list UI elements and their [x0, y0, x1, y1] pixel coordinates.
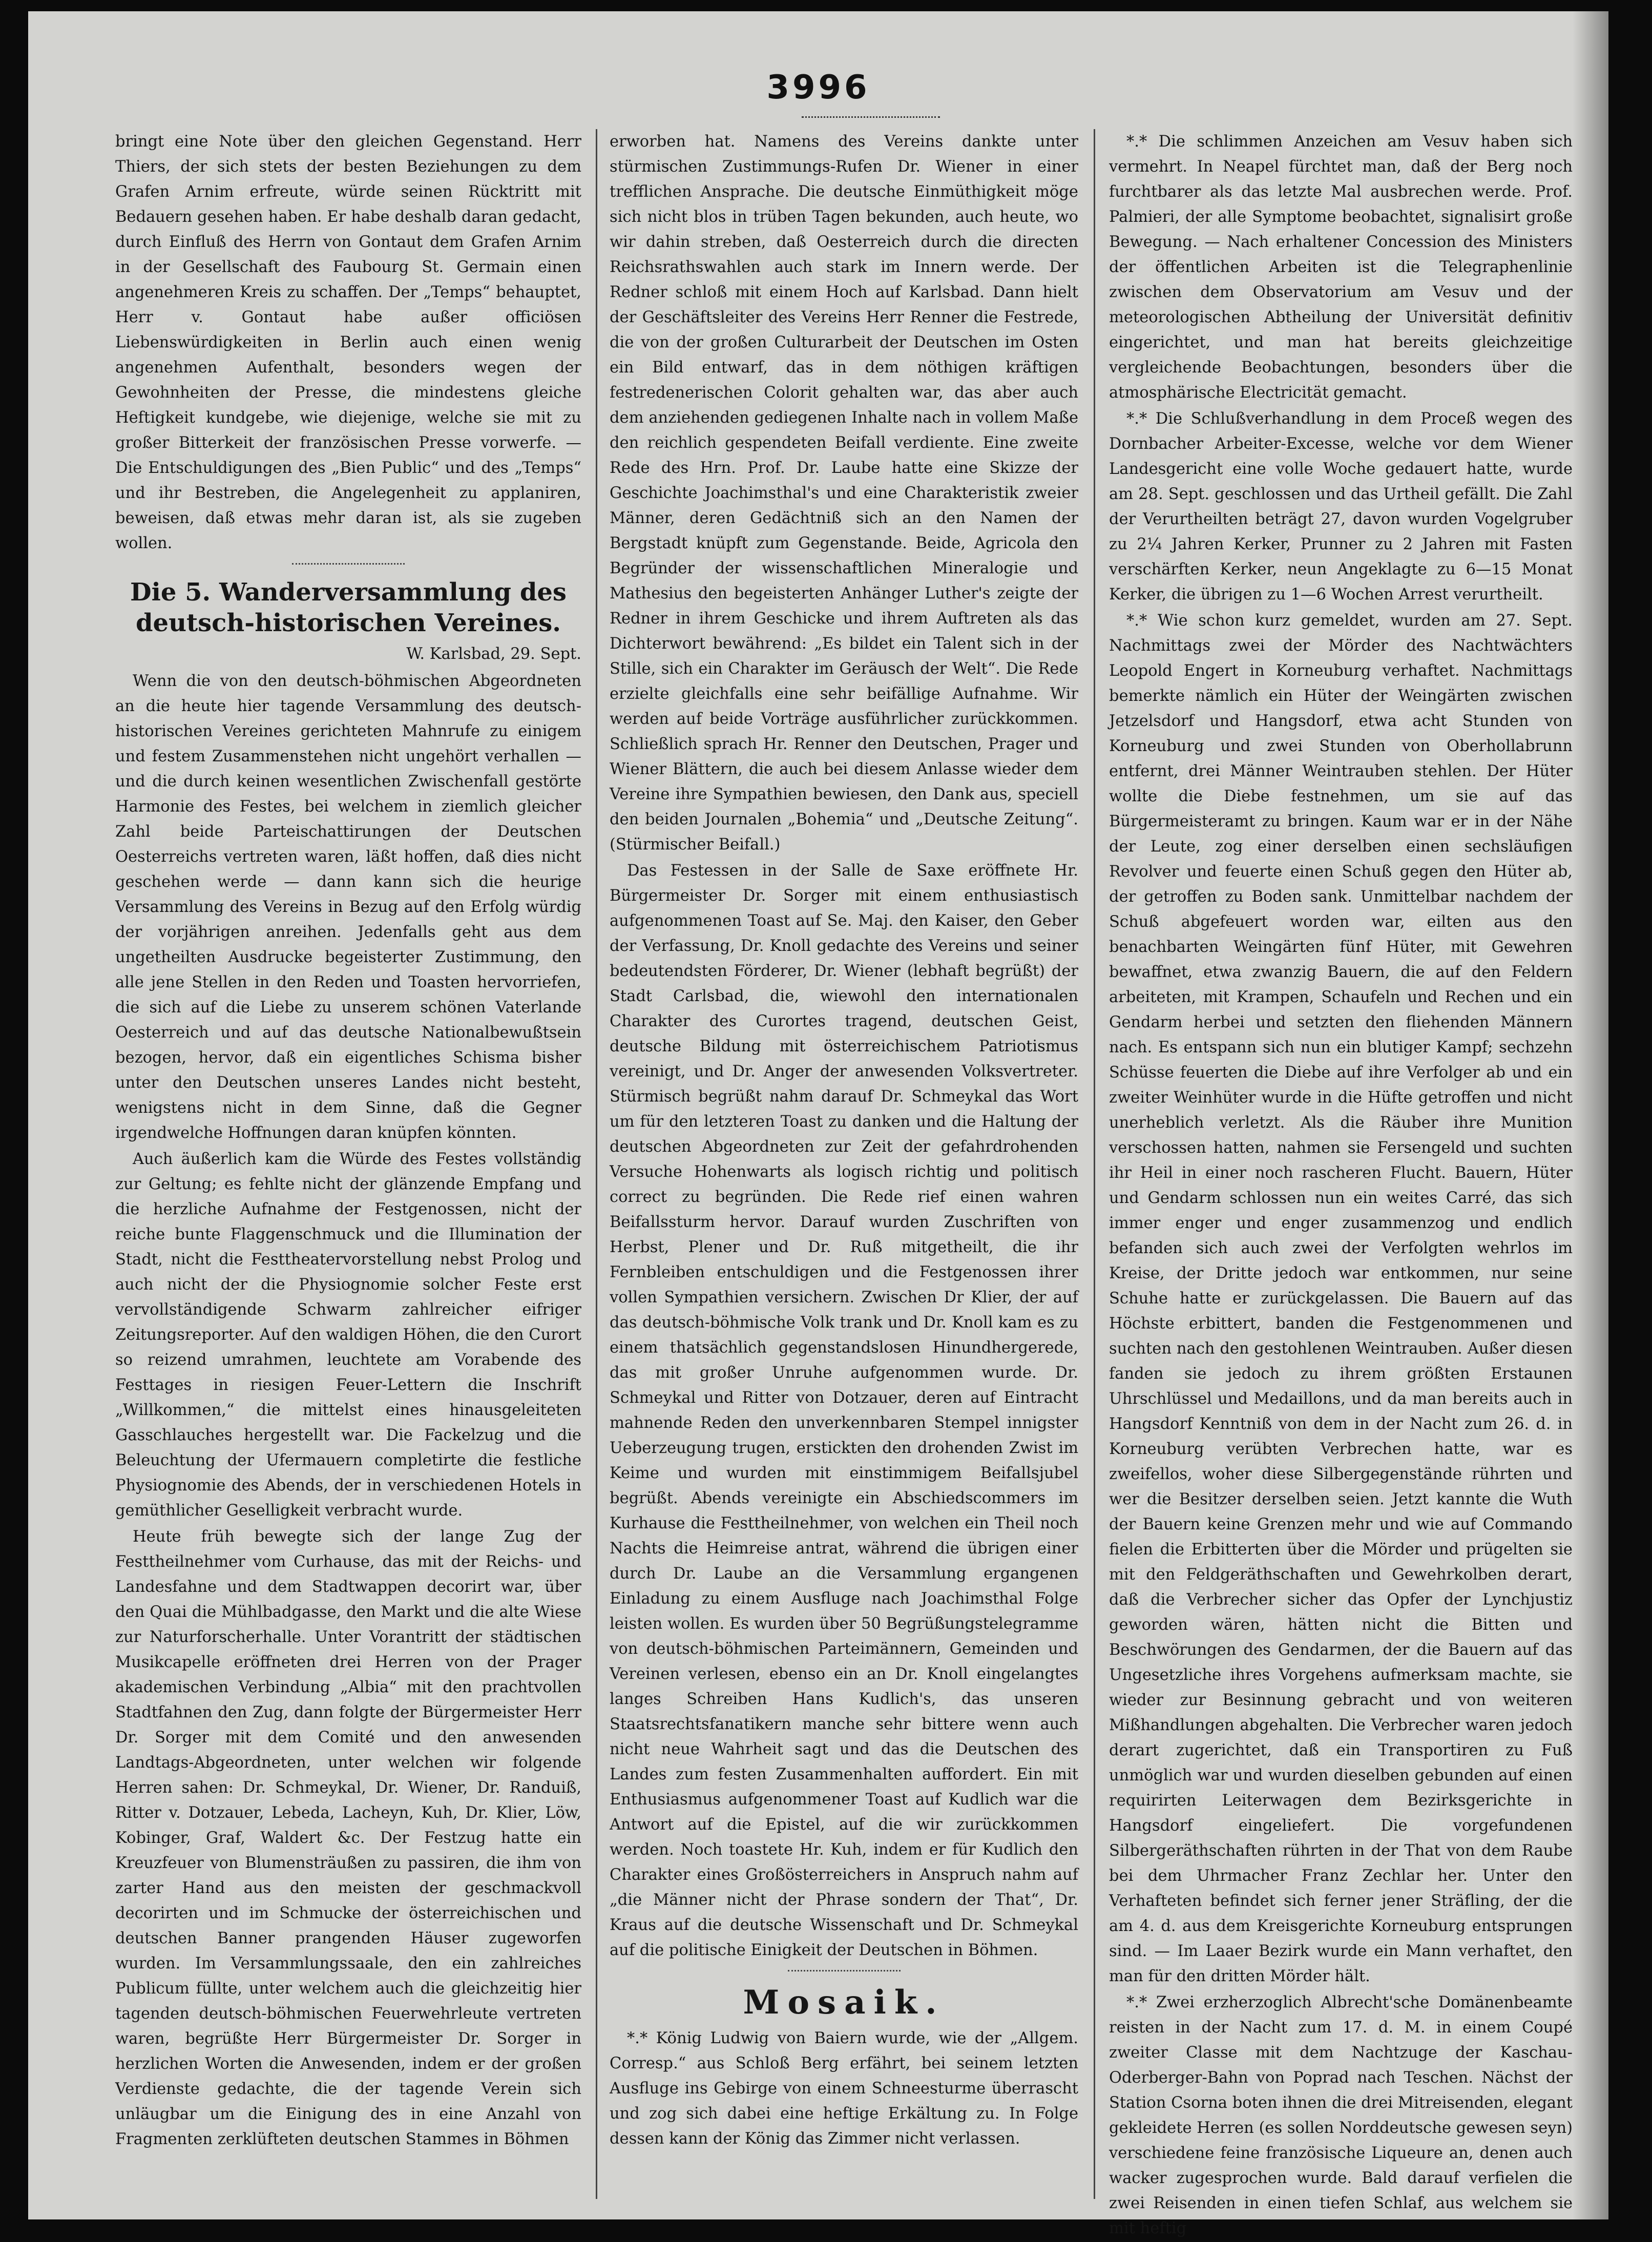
- news-item: *.* Die Schlußverhandlung in dem Proceß wegen des Dornbacher Arbeiter-Excesse, welche vor dem Wiener Landesgericht eine volle Woche gedauert hatte, wurde am 28. Sept. geschlossen und das Urtheil gefällt. Die Zahl der Verurtheilten beträgt 27, davon wurden Vogelgruber zu 2¼ Jahren Kerker, Prunner zu 2 Jahren mit Fasten verschärften Kerker, neun Angeklagte zu 6—15 Monat Kerker, die übrigen zu 1—6 Wochen Arrest verurtheilt.: [1109, 410, 1573, 604]
- column-rule: [596, 129, 597, 2199]
- page-edge-shadow: [1573, 11, 1608, 2219]
- news-item: *.* Wie schon kurz gemeldet, wurden am 27. Sept. Nachmittags zwei der Mörder des Nachtwächters Leopold Engert in Korneuburg verhaftet. Nachmittags bemerkte nämlich ein Hüter der Weingärten zwischen Jetzelsdorf und Hangsdorf, etwa acht Stunden von Korneuburg und zwei Stunden von Oberhollabrunn entfernt, drei Männer Weintrauben stehlen. Der Hüter wollte die Diebe festnehmen, um sie auf das Bürgermeisteramt zu bringen. Kaum war er in der Nähe der Leute, zog einer derselben einen sechsläufigen Revolver und feuerte einen Schuß gegen den Hüter ab, der getroffen zu Boden sank. Unmittelbar nachdem der Schuß abgefeuert worden war, eilten aus den benachbarten Weingärten fünf Hüter, mit Gewehren bewaffnet, etwa zwanzig Bauern, die auf den Feldern arbeiteten, mit Krampen, Schaufeln und Rechen und ein Gendarm herbei und setzten den fliehenden Männern nach. Es entspann sich nun ein blutiger Kampf; sechzehn Schüsse feuerten die Diebe auf ihre Verfolger ab und ein zweiter Weinhüter wurde in die Hüfte getroffen und nicht unerheblich verletzt. Als die Räuber ihre Munition verschossen hatten, nahmen sie Fersengeld und suchten ihr Heil in einer noch rascheren Flucht. Bauern, Hüter und Gendarm schlossen nun ein weites Carré, das sich immer enger und enger zusammenzog und endlich befanden sich auch zwei der Verfolgten wehrlos im Kreise, der Dritte jedoch war entkommen, nur seine Schuhe hatte er zurückgelassen. Die Bauern auf das Höchste erbittert, banden die Festgenommenen und suchten nach den gestohlenen Weintrauben. Außer diesen fanden sie jedoch zu ihrem größten Erstaunen Uhrschlüssel und Medaillons, und da man bereits auch in Hangsdorf Kenntniß von dem in der Nacht zum 26. d. in Korneuburg verübten Verbrechen hatte, war es zweifellos, woher diese Silbergegenstände rührten und wer die Besitzer derselben seien. Jetzt kannte die Wuth der Bauern keine Grenzen mehr und wie auf Commando fielen die Erbitterten über die Mörder und prügelten sie mit den Feldgeräthschaften und Gewehrkolben derart, daß die Verbrecher sicher das Opfer der Lynchjustiz geworden wären, hätten nicht die Bitten und Beschwörungen des Gendarmen, der die Bauern auf das Ungesetzliche ihres Vorgehens aufmerksam machte, sie wieder zur Besinnung gebracht und von weiteren Mißhandlungen abgehalten. Die Verbrecher waren jedoch derart zugerichtet, daß ein Transportiren zu Fuß unmöglich war und wurden dieselben gebunden auf einen requirirten Leiterwagen dem Bezirksgerichte in Hangsdorf eingeliefert. Die vorgefundenen Silbergeräthschaften rührten in der That von dem Raube bei dem Uhrmacher Franz Zechlar her. Unter den Verhafteten befindet sich ferner jener Sträfling, der die am 4. d. aus dem Kreisgerichte Korneuburg entsprungen sind. — Im Laaer Bezirk wurde ein Mann verhaftet, den man für den dritten Mörder hält.: [1109, 612, 1573, 1985]
- article-paragraph: erworben hat. Namens des Vereins dankte unter stürmischen Zustimmungs-Rufen Dr. Wiener in einer trefflichen Ansprache. Die deutsche Einmüthigkeit möge sich nicht blos in trüben Tagen bekunden, auch heute, wo wir dahin streben, daß Oesterreich durch die directen Reichsrathswahlen auch stark im Innern werde. Der Redner schloß mit einem Hoch auf Karlsbad. Dann hielt der Geschäftsleiter des Vereins Herr Renner die Festrede, die von der großen Culturarbeit der Deutschen im Osten ein Bild entwarf, das in dem nöthigen kräftigen festredenerischen Colorit gehalten war, das aber auch dem anziehenden gediegenen Inhalte nach in vollem Maße den reichlich gespendeten Beifall verdiente. Eine zweite Rede des Hrn. Prof. Dr. Laube hatte eine Skizze der Geschichte Joachimsthal's und eine Charakteristik zweier Männer, deren Gedächtniß sich an den Namen der Bergstadt knüpft zum Gegenstande. Beide, Agricola den Begründer der wissenschaftlichen Mineralogie und Mathesius den begeisterten Anhänger Luther's zeigte der Redner in ihrem Geschicke und ihrem Auftreten als das Dichterwort bewährend: „Es bildet ein Talent sich in der Stille, sich ein Charakter im Geräusch der Welt“. Die Rede erzielte gleichfalls eine sehr beifällige Aufnahme. Wir werden auf beide Vorträge ausführlicher zurückkommen. Schließlich sprach Hr. Renner den Deutschen, Prager und Wiener Blättern, die auch bei diesem Anlasse wieder dem Vereine ihre Sympathien bewiesen, den Dank aus, speciell den beiden Journalen „Bohemia“ und „Deutsche Zeitung“. (Stürmischer Beifall.): [610, 133, 1078, 854]
- column-rule: [1094, 129, 1095, 2199]
- news-item: *.* Zwei erzherzoglich Albrecht'sche Domänenbeamte reisten in der Nacht zum 17. d. M. in einem Coupé zweiter Classe mit dem Nachtzuge der Kaschau-Oderberger-Bahn von Poprad nach Teschen. Nächst der Station Csorna boten ihnen die drei Mitreisenden, elegant gekleidete Herren (es sollen Norddeutsche gewesen seyn) verschiedene feine französische Liqueure an, denen auch wacker zugesprochen wurde. Bald darauf verfielen die zwei Reisenden in einen tiefen Schlaf, aus welchem sie mit heftig: [1109, 1994, 1573, 2237]
- article-paragraph: bringt eine Note über den gleichen Gegenstand. Herr Thiers, der sich stets der besten Beziehungen zu dem Grafen Arnim erfreute, würde seinen Rücktritt mit Bedauern gesehen haben. Er habe deshalb daran gedacht, durch Einfluß des Herrn von Gontaut dem Grafen Arnim in der Gesellschaft des Faubourg St. Germain einen angenehmeren Kreis zu schaffen. Der „Temps“ behauptet, Herr v. Gontaut habe außer officiösen Liebenswürdigkeiten in Berlin auch einen wenig angenehmen Aufenthalt, besonders wegen der Gewohnheiten der Presse, die mindestens gleiche Heftigkeit kundgebe, wie diejenige, welche sie mit zu großer Bitterkeit der französischen Presse vorwerfe. — Die Entschuldigungen des „Bien Public“ und des „Temps“ und ihr Bestreben, die Angelegenheit zu applaniren, beweisen, daß etwas mehr daran ist, als sie zugeben wollen.: [115, 133, 581, 552]
- article-paragraph: Wenn die von den deutsch-böhmischen Abgeordneten an die heute hier tagende Versammlung des deutsch-historischen Vereines gerichteten Mahnrufe zu einigem und festem Zusammenstehen nicht ungehört verhallen — und die durch keinen wesentlichen Zwischenfall gestörte Harmonie des Festes, bei welchem in ziemlich gleicher Zahl beide Parteischattirungen der Deutschen Oesterreichs vertreten waren, läßt hoffen, daß dies nicht geschehen werde — dann kann sich die heurige Versammlung des Vereins in Bezug auf den Erfolg würdig der vorjährigen anreihen. Jedenfalls geht aus dem ungetheilten Ausdrucke begeisterter Zustimmung, den alle jene Stellen in den Reden und Toasten hervorriefen, die sich auf die Liebe zu unserem schönen Vaterlande Oesterreich und auf das deutsche Nationalbewußtsein bezogen, hervor, daß ein eigentliches Schisma bisher unter den Deutschen unseres Landes nicht besteht, wenigstens nicht in dem Sinne, daß die Gegner irgendwelche Hoffnungen daran knüpfen könnten.: [115, 672, 581, 1142]
- column-right: [1109, 129, 1573, 2242]
- news-item: *.* König Ludwig von Baiern wurde, wie der „Allgem. Corresp.“ aus Schloß Berg erfährt, bei seinem letzten Ausfluge ins Gebirge von einem Schneesturme überrascht und zog sich dabei eine heftige Erkältung zu. In Folge dessen kann der König das Zimmer nicht verlassen.: [610, 2029, 1078, 2148]
- newspaper-page: [28, 11, 1608, 2237]
- article-separator: [292, 563, 405, 570]
- page-number: 3996: [766, 69, 870, 107]
- news-item: *.* Die schlimmen Anzeichen am Vesuv haben sich vermehrt. In Neapel fürchtet man, daß der Berg noch furchtbarer als das letzte Mal ausbrechen werde. Prof. Palmieri, der alle Symptome beobachtet, signalisirt große Bewegung. — Nach erhaltener Concession des Ministers der öffentlichen Arbeiten ist die Telegraphenlinie zwischen dem Observatorium am Vesuv und der meteorologischen Abtheilung der Universität definitiv eingerichtet, und man hat bereits gleichzeitige vergleichende Beobachtungen, besonders über die atmosphärische Electricität gemacht.: [1109, 133, 1573, 402]
- article-paragraph: Das Festessen in der Salle de Saxe eröffnete Hr. Bürgermeister Dr. Sorger mit einem enthusiastisch aufgenommenen Toast auf Se. Maj. den Kaiser, den Geber der Verfassung, Dr. Knoll gedachte des Vereins und seiner bedeutendsten Förderer, Dr. Wiener (lebhaft begrüßt) der Stadt Carlsbad, die, wiewohl den internationalen Charakter des Curortes tragend, deutschen Geist, deutsche Bildung mit österreichischem Patriotismus vereinigt, und Dr. Anger der anwesenden Volksvertreter. Stürmisch begrüßt nahm darauf Dr. Schmeykal das Wort um für den letzteren Toast zu danken und die Haltung der deutschen Abgeordneten zur Zeit der gefahrdrohenden Versuche Hohenwarts als logisch richtig und politisch correct zu begründen. Die Rede rief einen wahren Beifallssturm hervor. Darauf wurden Zuschriften von Herbst, Plener und Dr. Ruß mitgetheilt, die ihr Fernbleiben entschuldigen und die Festgenossen ihrer vollen Sympathien versichern. Zwischen Dr Klier, der auf das deutsch-böhmische Volk trank und Dr. Knoll kam es zu einem thatsächlich gegenstandslosen Hinundhergerede, das mit großer Unruhe aufgenommen wurde. Dr. Schmeykal und Ritter von Dotzauer, deren auf Eintracht mahnende Reden den unverkennbaren Stempel innigster Ueberzeugung trugen, erstickten den drohenden Zwist im Keime und wurden mit einstimmigem Beifallsjubel begrüßt. Abends vereinigte ein Abschiedscommers im Kurhause die Festtheilnehmer, von welchen ein Theil noch Nachts die Heimreise antrat, während die übrigen einer durch Dr. Laube an die Versammlung ergangenen Einladung zu einem Ausfluge nach Joachimsthal Folge leisten wollen. Es wurden über 50 Begrüßungstelegramme von deutsch-böhmischen Parteimännern, Gemeinden und Vereinen verlesen, ebenso ein an Dr. Knoll eingelangtes langes Schreiben Hans Kudlich's, das unseren Staatsrechtsfanatikern manche sehr bittere wenn auch nicht neue Wahrheit sagt und das die Deutschen des Landes zum festen Zusammenhalten auffordert. Ein mit Enthusiasmus aufgenommener Toast auf Kudlich war die Antwort auf die Epistel, auf die wir zurückkommen werden. Noch toastete Hr. Kuh, indem er für Kudlich den Charakter eines Großösterreichers in Anspruch nahm auf „die Männer nicht der Phrase sondern der That“, Dr. Kraus auf die deutsche Wissenschaft und Dr. Schmeykal auf die politische Einigkeit der Deutschen in Böhmen.: [610, 862, 1078, 1959]
- article-heading: Die 5. Wanderversammlung des deutsch-historischen Vereines.: [130, 578, 567, 637]
- section-title-mosaik: Mosaik.: [743, 1983, 945, 2022]
- article-paragraph: Heute früh bewegte sich der lange Zug der Festtheilnehmer vom Curhause, das mit der Reichs- und Landesfahne und dem Stadtwappen decorirt war, über den Quai die Mühlbadgasse, den Markt und die alte Wiese zur Naturforscherhalle. Unter Vorantritt der städtischen Musikcapelle eröffneten drei Herren von der Prager akademischen Verbindung „Albia“ mit den prachtvollen Stadtfahnen den Zug, dann folgte der Bürgermeister Herr Dr. Sorger mit dem Comité und den anwesenden Landtags-Abgeordneten, unter welchen wir folgende Herren sahen: Dr. Schmeykal, Dr. Wiener, Dr. Randuiß, Ritter v. Dotzauer, Lebeda, Lacheyn, Kuh, Dr. Klier, Löw, Kobinger, Graf, Waldert &c. Der Festzug hatte ein Kreuzfeuer von Blumensträußen zu passiren, die ihm von zarter Hand aus den meisten der geschmackvoll decorirten und im Schmucke der österreichischen und deutschen Banner prangenden Häuser zugeworfen wurden. Im Versammlungssaale, den ein zahlreiches Publicum füllte, unter welchem auch die gleichzeitig hier tagenden deutsch-böhmischen Feuerwehrleute vertreten waren, begrüßte Herr Bürgermeister Dr. Sorger in herzlichen Worten die Anwesenden, indem er der großen Verdienste gedachte, die der tagende Verein sich unläugbar um die Einigung des in eine Anzahl von Fragmenten zerklüfteten deutschen Stammes in Böhmen: [115, 1528, 581, 2148]
- article-paragraph: Auch äußerlich kam die Würde des Festes vollständig zur Geltung; es fehlte nicht der glänzende Empfang und die herzliche Aufnahme der Festgenossen, nicht der reiche bunte Flaggenschmuck und die Illumination der Stadt, nicht die Festtheatervorstellung nebst Prolog und auch nicht der die Physiognomie solcher Feste erst vervollständigende Schwarm zahlreicher eifriger Zeitungsreporter. Auf den waldigen Höhen, die den Curort so reizend umrahmen, leuchtete am Vorabende des Festtages in riesigen Feuer-Lettern die Inschrift „Willkommen,“ die mittelst eines hinausgeleiteten Gasschlauches hergestellt war. Die Fackelzug und die Beleuchtung der Ufermauern completirte die festliche Physiognomie des Abends, der in verschiedenen Hotels in gemüthlicher Geselligkeit verbracht wurde.: [115, 1150, 581, 1520]
- section-separator: [788, 1970, 901, 1977]
- column-middle: [610, 129, 1078, 2152]
- article-dateline: W. Karlsbad, 29. Sept.: [406, 645, 581, 663]
- column-left: [115, 129, 581, 2153]
- page-number-ornament: [802, 116, 940, 124]
